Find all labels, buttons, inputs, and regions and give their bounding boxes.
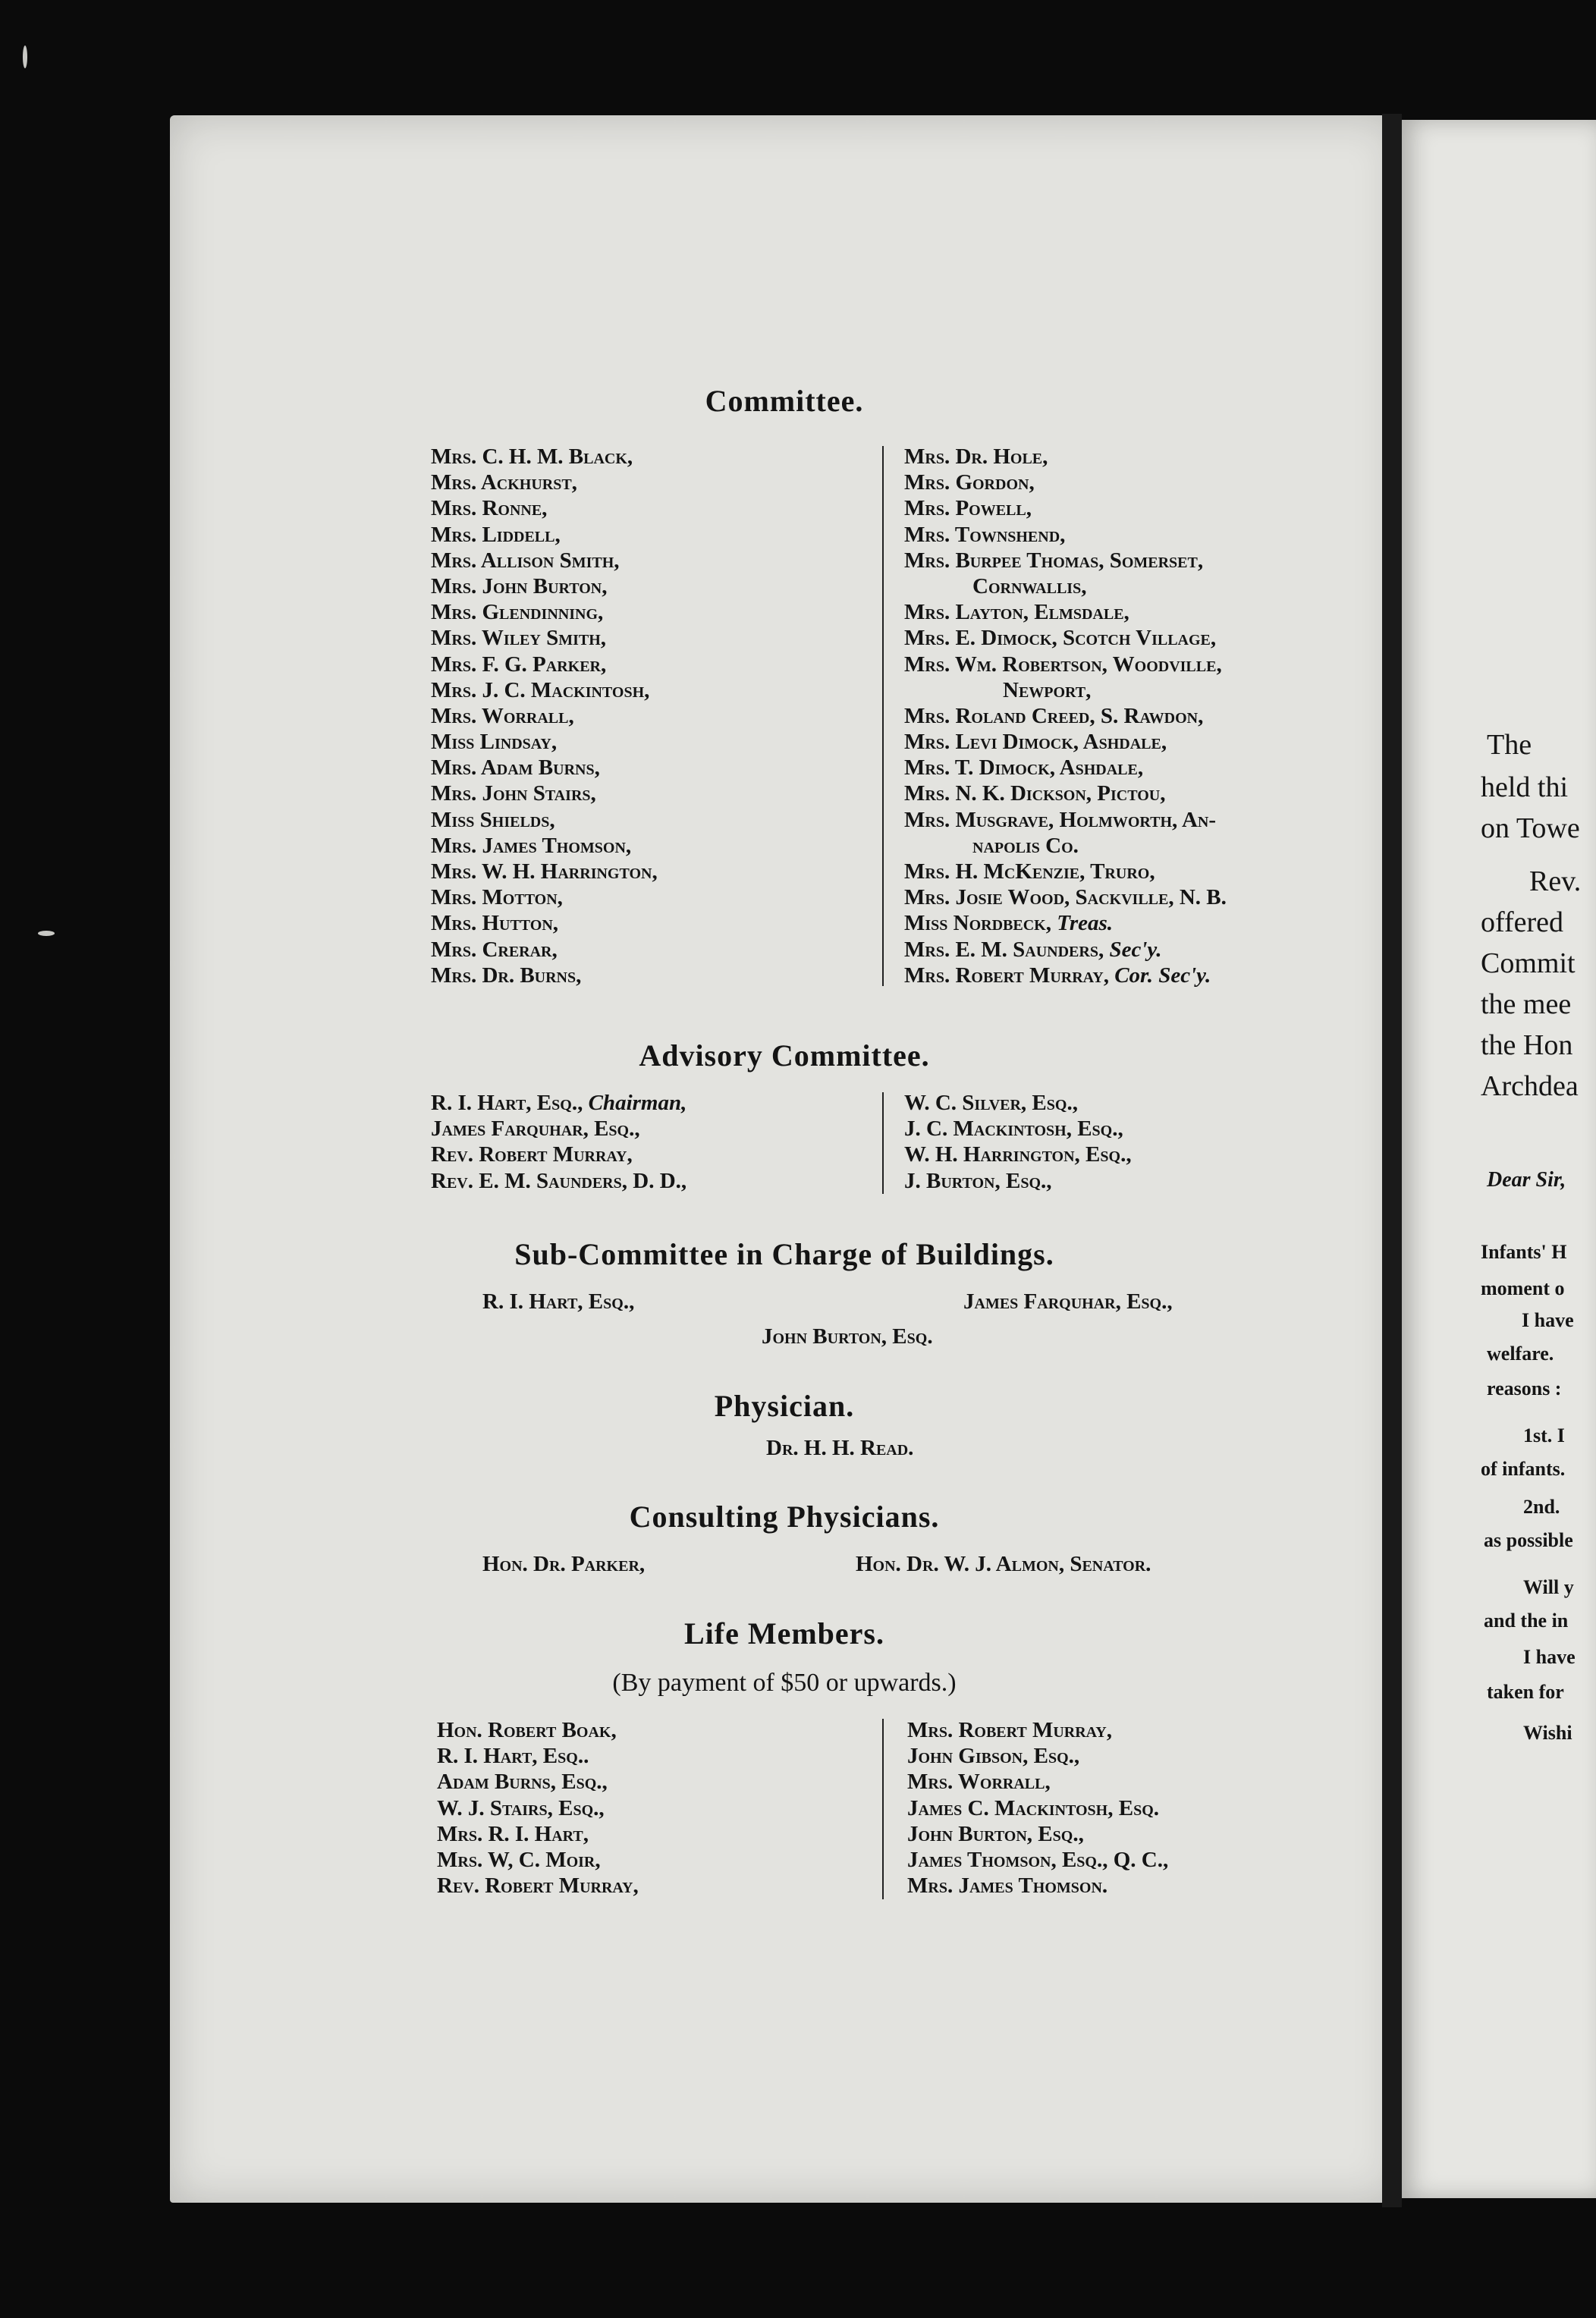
list-item: Mrs. Dr. Burns, (431, 963, 582, 988)
list-item: Mrs. Dr. Hole, (904, 444, 1048, 469)
list-item: Mrs. John Burton, (431, 573, 608, 598)
list-item-name: Mrs. E. M. Saunders, (904, 937, 1104, 962)
life-left-list (437, 1717, 639, 1899)
list-item: Mrs. J. C. Mackintosh, (431, 677, 650, 702)
list-item: J. C. Mackintosh, Esq., (904, 1117, 1123, 1142)
consulting-physician: Hon. Dr. Parker, (482, 1552, 646, 1576)
right-page-text: the Hon (1481, 1029, 1573, 1061)
list-item: Mrs. W. H. Harrington, (431, 859, 658, 884)
list-item: Mrs. Wm. Robertson, Woodville, (904, 652, 1222, 677)
list-item: Mrs. Crerar, (431, 937, 558, 962)
list-item: Mrs. Josie Wood, Sackville, N. B. (904, 885, 1227, 910)
list-item: Mrs. N. K. Dickson, Pictou, (904, 781, 1166, 806)
physician-name: Dr. H. H. Read. (766, 1436, 914, 1460)
list-item: James C. Mackintosh, Esq. (907, 1795, 1160, 1820)
list-item: Mrs. Worrall, (431, 703, 574, 728)
list-item: Mrs. Burpee Thomas, Somerset, (904, 548, 1204, 573)
list-item: Mrs. F. G. Parker, (431, 652, 607, 677)
right-page-text: offered (1481, 906, 1564, 938)
list-item: Mrs. C. H. M. Black, (431, 444, 633, 469)
list-item: Mrs. H. McKenzie, Truro, (904, 859, 1155, 884)
list-item-name: Miss Nordbeck, (904, 911, 1051, 936)
list-item: Miss Shields, (431, 807, 555, 832)
list-item: Mrs. Worrall, (907, 1770, 1051, 1795)
advisory-right-list (904, 1090, 1132, 1194)
list-item: Mrs. James Thomson, (431, 833, 632, 858)
right-page-text: reasons : (1487, 1377, 1562, 1399)
list-item: John Gibson, Esq., (907, 1744, 1080, 1769)
list-item: Mrs. Gordon, (904, 470, 1035, 495)
list-item: J. Burton, Esq., (904, 1168, 1052, 1193)
list-item: Adam Burns, Esq., (437, 1770, 608, 1795)
role-label: Sec'y. (1109, 937, 1162, 962)
advisory-left-list (431, 1090, 686, 1194)
right-page-text: and the in (1484, 1610, 1569, 1632)
right-page-text: on Towe (1481, 812, 1580, 844)
right-page-text: 2nd. (1523, 1496, 1560, 1518)
list-item: Mrs. Levi Dimock, Ashdale, (904, 730, 1167, 755)
right-page-text: Archdea (1481, 1070, 1579, 1102)
committee-left-list (431, 444, 658, 988)
life-right-list (907, 1717, 1168, 1899)
right-page-text: held thi (1481, 771, 1569, 803)
consulting-heading: Consulting Physicians. (629, 1500, 940, 1534)
list-item: Mrs. Powell, (904, 496, 1032, 521)
list-item: Mrs. James Thomson. (907, 1874, 1108, 1899)
right-page-salutation: Dear Sir, (1487, 1168, 1566, 1192)
list-item: Mrs. T. Dimock, Ashdale, (904, 755, 1144, 781)
right-page-text: Wishi (1523, 1722, 1572, 1744)
advisory-heading: Advisory Committee. (639, 1038, 930, 1073)
role-label: Chairman, (588, 1091, 687, 1115)
list-item: Mrs. Townshend, (904, 522, 1066, 547)
list-item-continuation: Cornwallis, (972, 573, 1087, 598)
film-speck (38, 931, 55, 936)
list-item: Mrs. Ackhurst, (431, 470, 577, 495)
list-item: Mrs. John Stairs, (431, 781, 596, 806)
list-item-name: R. I. Hart, Esq., (431, 1091, 583, 1115)
right-page-text: welfare. (1487, 1343, 1554, 1365)
list-item: Mrs. Robert Murray, (907, 1718, 1112, 1742)
right-page-text: 1st. I (1523, 1424, 1565, 1446)
list-item: R. I. Hart, Esq.. (437, 1744, 589, 1769)
role-label: Cor. Sec'y. (1114, 963, 1211, 988)
left-page (170, 115, 1399, 2203)
list-item: Mrs. Allison Smith, (431, 548, 620, 573)
list-item: Mrs. E. Dimock, Scotch Village, (904, 626, 1217, 651)
list-item: Mrs. Wiley Smith, (431, 626, 607, 651)
list-item: Mrs. Adam Burns, (431, 755, 600, 781)
column-divider (882, 446, 884, 986)
film-speck (23, 46, 27, 68)
life-members-heading: Life Members. (683, 1616, 884, 1651)
column-divider (882, 1719, 884, 1899)
right-page-text: taken for (1487, 1681, 1564, 1703)
list-item: James Farquhar, Esq., (431, 1117, 640, 1142)
list-item (904, 937, 1227, 963)
subcommittee-member: James Farquhar, Esq., (963, 1289, 1173, 1314)
list-item: Mrs. R. I. Hart, (437, 1821, 589, 1846)
right-page-text: The (1487, 729, 1532, 761)
book-gutter (1382, 114, 1402, 2207)
right-page-text: as possible (1484, 1529, 1573, 1551)
list-item: Mrs. Musgrave, Holmworth, An- (904, 807, 1216, 832)
list-item (431, 1090, 686, 1116)
list-item: Rev. Robert Murray, (431, 1142, 633, 1167)
list-item: W. H. Harrington, Esq., (904, 1142, 1132, 1167)
committee-right-list (904, 444, 1227, 988)
list-item: Mrs. W, C. Moir, (437, 1847, 601, 1872)
list-item-continuation: napolis Co. (972, 833, 1079, 858)
list-item-name: Mrs. Robert Murray, (904, 963, 1109, 988)
right-page-text: Infants' H (1481, 1241, 1567, 1263)
list-item: Mrs. Ronne, (431, 496, 548, 521)
right-page-text: I have (1522, 1309, 1574, 1331)
list-item: Mrs. Hutton, (431, 911, 559, 936)
life-members-note: (By payment of $50 or upwards.) (612, 1669, 957, 1697)
right-page-text: moment o (1481, 1277, 1565, 1299)
list-item: Mrs. Motton, (431, 885, 563, 910)
consulting-physician: Hon. Dr. W. J. Almon, Senator. (856, 1552, 1151, 1576)
right-page-text: the mee (1481, 988, 1572, 1020)
role-label: Treas. (1057, 911, 1114, 936)
list-item: Mrs. Liddell, (431, 522, 561, 547)
right-page-text: I have (1523, 1646, 1576, 1668)
list-item: Rev. E. M. Saunders, D. D., (431, 1168, 687, 1193)
list-item: Mrs. Layton, Elmsdale, (904, 600, 1129, 625)
list-item (904, 910, 1227, 936)
list-item: Rev. Robert Murray, (437, 1874, 639, 1899)
physician-heading: Physician. (714, 1389, 855, 1423)
right-page-text: Commit (1481, 947, 1576, 979)
list-item (904, 963, 1227, 988)
right-page-text: Will y (1523, 1576, 1574, 1598)
list-item: W. J. Stairs, Esq., (437, 1795, 605, 1820)
list-item: Hon. Robert Boak, (437, 1718, 617, 1742)
subcommittee-member: R. I. Hart, Esq., (482, 1289, 635, 1314)
committee-heading: Committee. (705, 384, 864, 418)
list-item: Mrs. Roland Creed, S. Rawdon, (904, 703, 1204, 728)
list-item: Miss Lindsay, (431, 730, 558, 755)
subcommittee-heading: Sub-Committee in Charge of Buildings. (514, 1237, 1054, 1271)
right-page-text: Rev. (1529, 865, 1582, 897)
list-item-continuation: Newport, (1003, 677, 1092, 702)
list-item: John Burton, Esq., (907, 1821, 1084, 1846)
list-item: James Thomson, Esq., Q. C., (907, 1847, 1169, 1872)
list-item: Mrs. Glendinning, (431, 600, 604, 625)
right-page-text: of infants. (1481, 1458, 1566, 1480)
column-divider (882, 1092, 884, 1194)
list-item: W. C. Silver, Esq., (904, 1091, 1078, 1115)
right-page (1402, 120, 1596, 2198)
subcommittee-member: John Burton, Esq. (762, 1324, 933, 1349)
